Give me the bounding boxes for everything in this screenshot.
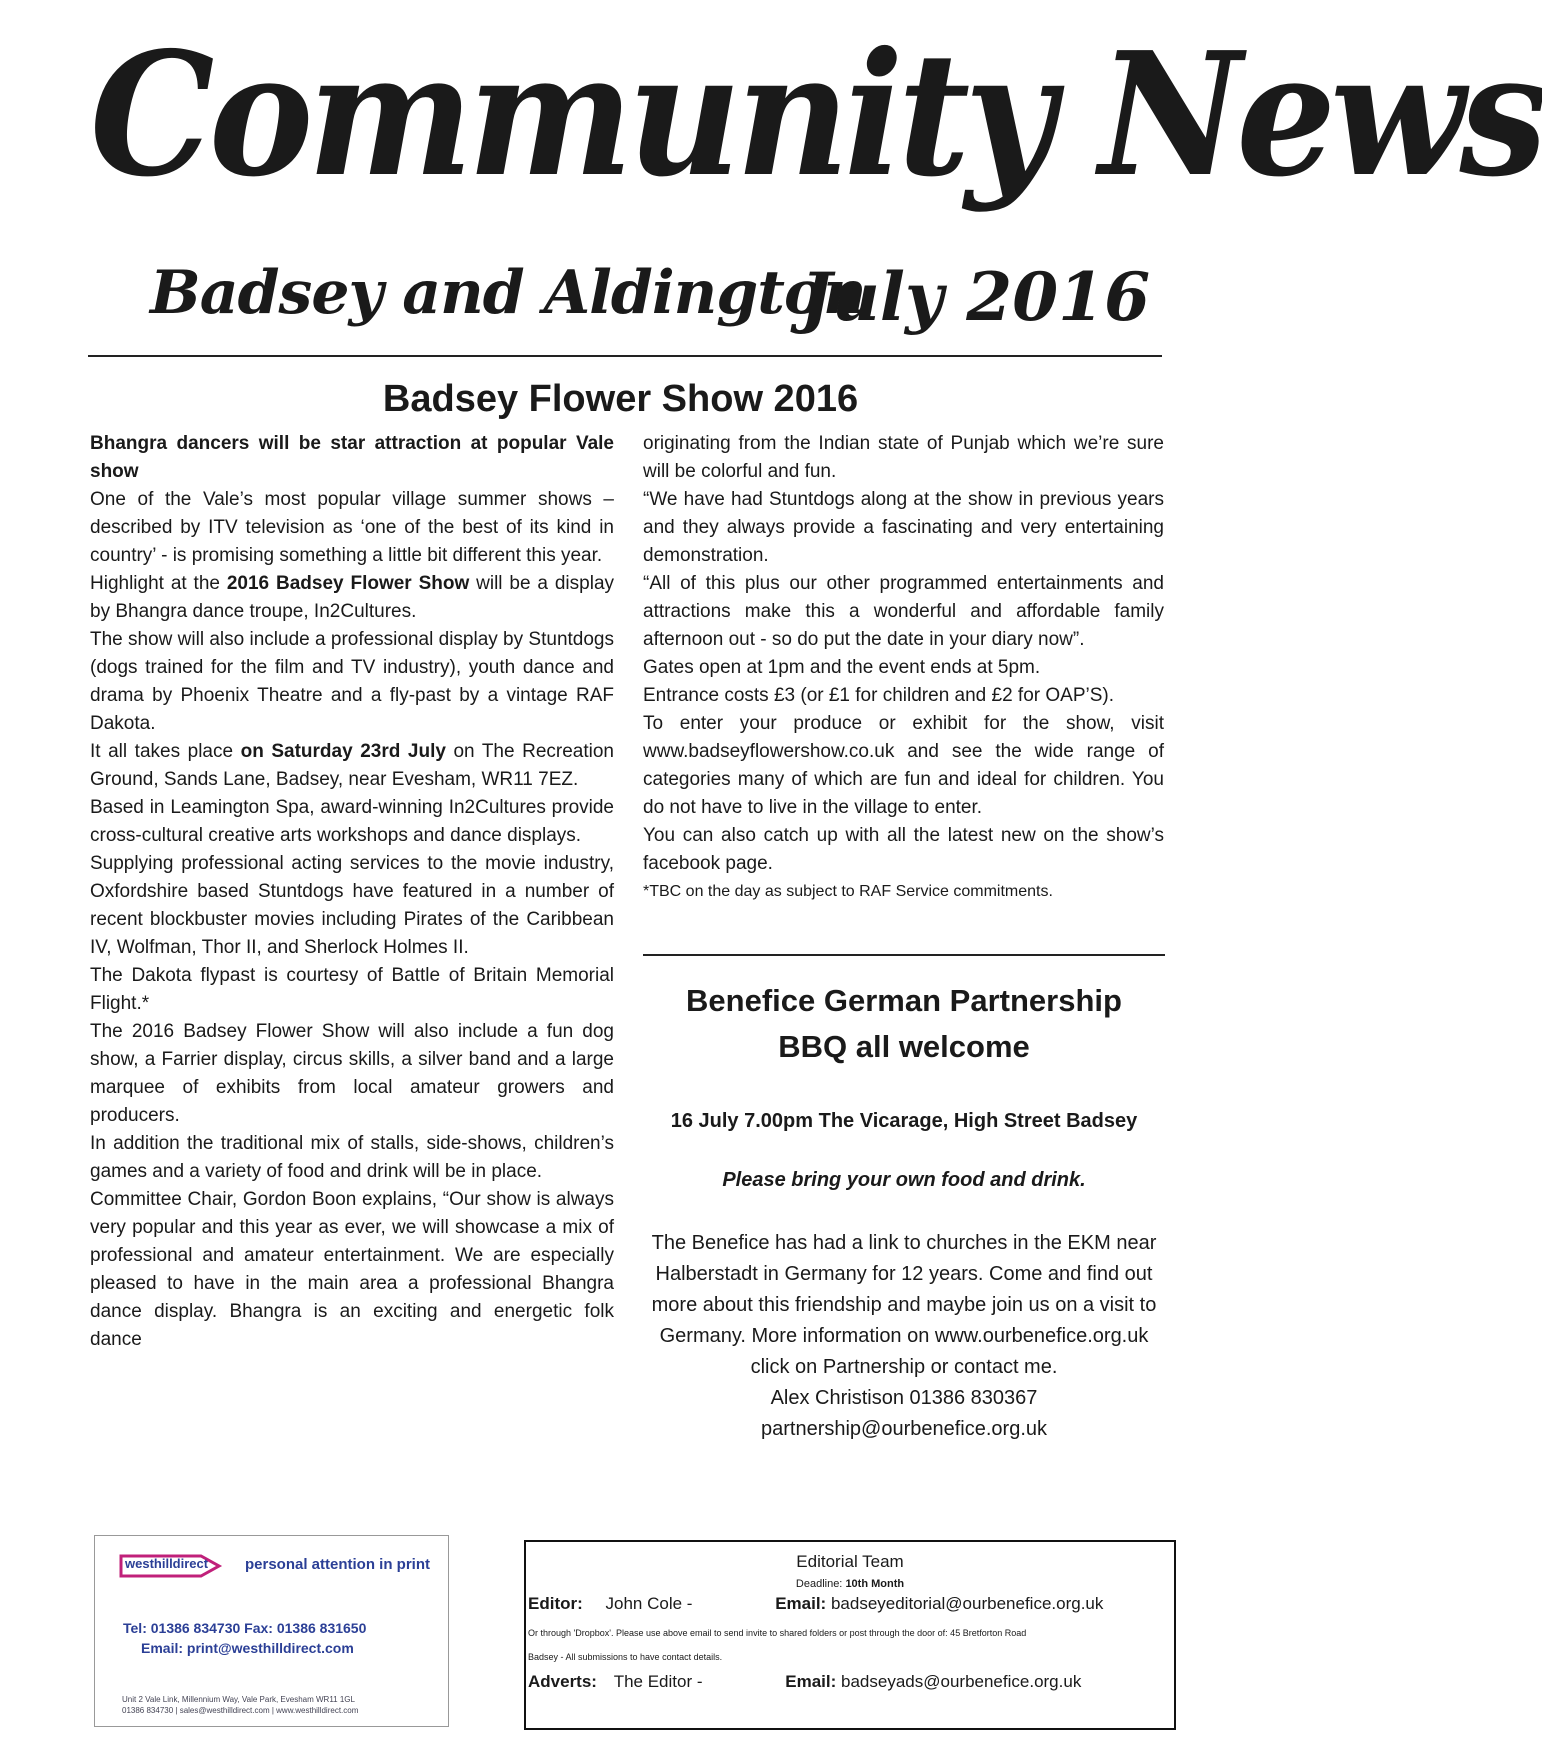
- article-paragraph: Supplying professional acting services to the movie industry, Oxfordshire based Stuntdogs have featured in a number of recent blockbuster movies including Pirates of the Caribbean IV, Wolfman, Thor II, and Sherlock Holmes II.: [90, 853, 614, 958]
- adverts-email: badseyads@ourbenefice.org.uk: [841, 1672, 1082, 1691]
- masthead-title: Community News: [90, 15, 1542, 215]
- advert-phone: Tel: 01386 834730 Fax: 01386 831650: [123, 1620, 367, 1636]
- article-column-right: [643, 430, 1164, 906]
- editor-email: badseyeditorial@ourbenefice.org.uk: [830, 1594, 1104, 1613]
- article-paragraph: [90, 738, 614, 794]
- article-paragraph: The show will also include a professional display by Stuntdogs (dogs trained for the film and TV industry), youth dance and drama by Phoenix Theatre and a fly-past by a vintage RAF Dakota.: [90, 629, 614, 734]
- adverts-row: [528, 1672, 1081, 1692]
- adverts-name: The Editor -: [613, 1672, 703, 1691]
- editorial-note: Badsey - All submissions to have contact details.: [528, 1652, 723, 1662]
- adverts-label: Adverts:: [528, 1672, 597, 1691]
- contact-name: Alex Christison 01386 830367: [770, 1387, 1038, 1409]
- article-headline: Badsey Flower Show 2016: [382, 378, 859, 420]
- text-run-bold: 2016 Badsey Flower Show: [226, 573, 470, 594]
- article-paragraph: Based in Leamington Spa, award-winning In2Cultures provide cross-cultural creative arts workshops and dance displays.: [90, 797, 614, 846]
- editorial-note: Or through 'Dropbox'. Please use above email to send invite to shared folders or post through the door of: 45 Bretforton Road: [528, 1628, 1027, 1638]
- adverts-email-label: Email:: [785, 1672, 837, 1691]
- section-divider: [643, 954, 1165, 956]
- article-paragraph: [90, 570, 614, 626]
- text-run: on The Recreation Ground, Sands Lane, Badsey, near Evesham, WR11 7EZ.: [90, 741, 614, 790]
- westhill-advert: [94, 1535, 449, 1727]
- contact-email: partnership@ourbenefice.org.uk: [760, 1418, 1048, 1440]
- article-paragraph: One of the Vale’s most popular village summer shows – described by ITV television as ‘one of the best of its kind in country’ - is promising something a little bit different this year.: [90, 489, 614, 566]
- benefice-title: Benefice German Partnership: [686, 983, 1122, 1018]
- masthead-divider: [88, 355, 1162, 357]
- logo-text: westhilldirect: [125, 1556, 209, 1571]
- masthead: [90, 15, 1542, 350]
- deadline-label: Deadline:: [795, 1578, 843, 1590]
- article-paragraph: In addition the traditional mix of stalls, side-shows, children’s games and a variety of food and drink will be in place.: [90, 1133, 614, 1182]
- editor-row: [528, 1594, 1103, 1614]
- editor-email-label: Email:: [775, 1594, 827, 1613]
- advert-address-line: 01386 834730 | sales@westhilldirect.com | www.westhilldirect.com: [122, 1706, 359, 1715]
- text-run: It all takes place: [90, 741, 241, 762]
- article-paragraph: “All of this plus our other programmed entertainments and attractions make this a wonderful and affordable family afternoon out - so do put the date in your diary now”.: [643, 573, 1164, 650]
- deadline: [526, 1578, 1174, 1590]
- article-column-left: [90, 430, 614, 1354]
- article-paragraph: The 2016 Badsey Flower Show will also include a fun dog show, a Farrier display, circus skills, a silver band and a large marquee of exhibits from local amateur growers and producers.: [90, 1021, 614, 1126]
- editor-label: Editor:: [528, 1594, 583, 1613]
- masthead-subtitle: Badsey and Aldington: [150, 258, 866, 328]
- editorial-team-box: [524, 1540, 1176, 1730]
- article-paragraph: Entrance costs £3 (or £1 for children and £2 for OAP’S).: [643, 685, 1115, 706]
- benefice-subtitle: BBQ all welcome: [778, 1029, 1030, 1064]
- text-run: Highlight at the: [90, 573, 227, 594]
- advert-email: Email: print@westhilldirect.com: [141, 1640, 354, 1656]
- editor-name: John Cole -: [605, 1594, 693, 1613]
- benefice-notice: [643, 978, 1165, 1445]
- benefice-description: The Benefice has had a link to churches in the EKM near Halberstadt in Germany for 12 years. Come and find out more about this friendship and maybe join us on a visit to Germany. More information on www.ourbenefice.org.uk click on Partnership or contact me.: [651, 1232, 1157, 1378]
- article-paragraph: Committee Chair, Gordon Boon explains, “Our show is always very popular and this year as ever, we will showcase a mix of professional and amateur entertainment. We are especially pleased to have in the main area a professional Bhangra dance display. Bhangra is an exciting and energetic folk dance: [90, 1189, 614, 1350]
- advert-address-line: Unit 2 Vale Link, Millennium Way, Vale Park, Evesham WR11 1GL: [122, 1695, 355, 1704]
- advert-tagline: personal attention in print: [245, 1556, 431, 1573]
- article-paragraph: To enter your produce or exhibit for the show, visit www.badseyflowershow.co.uk and see the wide range of categories many of which are fun and ideal for children. You do not have to live in the village to enter.: [643, 713, 1164, 818]
- event-details: 16 July 7.00pm The Vicarage, High Street Badsey: [670, 1110, 1138, 1132]
- article-standfirst: Bhangra dancers will be star attraction at popular Vale show: [90, 433, 614, 482]
- article-paragraph: You can also catch up with all the latest new on the show’s facebook page.: [643, 825, 1164, 874]
- text-run-bold: on Saturday 23rd July: [240, 741, 446, 762]
- advert-address: [122, 1694, 358, 1716]
- benefice-body: [643, 1228, 1165, 1445]
- issue-date: July 2016: [800, 258, 1150, 336]
- article-paragraph: “We have had Stuntdogs along at the show in previous years and they always provide a fascinating and very entertaining demonstration.: [643, 489, 1164, 566]
- article-paragraph: originating from the Indian state of Punjab which we’re sure will be colorful and fun.: [643, 433, 1164, 482]
- event-note: Please bring your own food and drink.: [722, 1169, 1086, 1191]
- article-paragraph: Gates open at 1pm and the event ends at 5pm.: [643, 657, 1041, 678]
- article-footnote: *TBC on the day as subject to RAF Service commitments.: [643, 883, 1053, 900]
- editorial-title: Editorial Team: [796, 1552, 904, 1571]
- article-paragraph: The Dakota flypast is courtesy of Battle of Britain Memorial Flight.*: [90, 965, 614, 1014]
- deadline-value: 10th Month: [845, 1578, 905, 1590]
- text-run: will be a display by Bhangra dance troupe, In2Cultures.: [90, 573, 615, 622]
